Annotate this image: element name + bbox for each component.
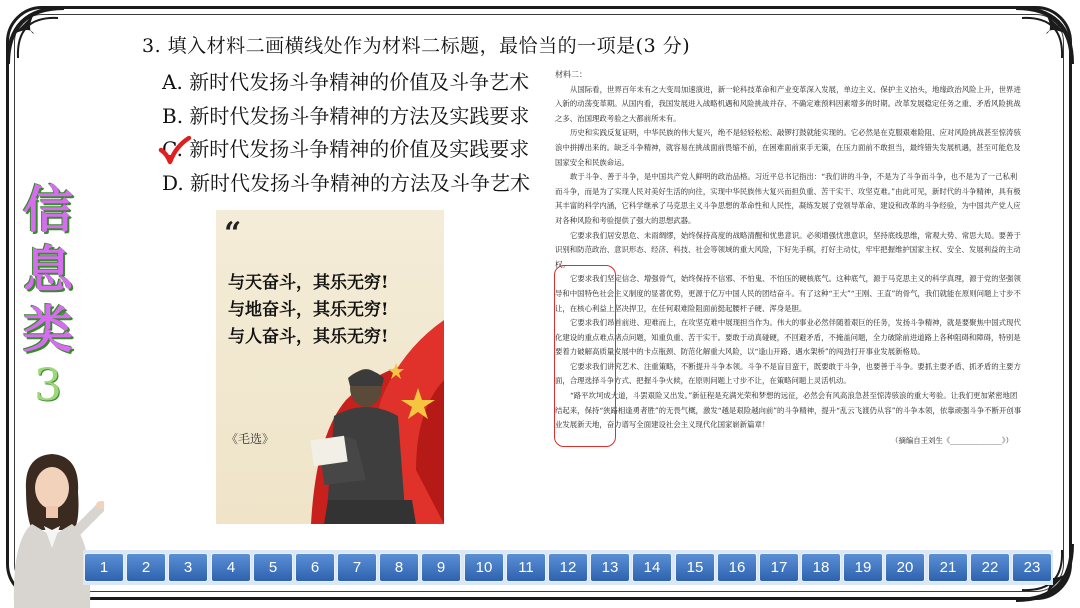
annotation-box (554, 265, 616, 447)
page-button-8[interactable]: 8 (379, 553, 419, 582)
page-button-21[interactable]: 21 (928, 553, 968, 582)
page-button-9[interactable]: 9 (421, 553, 461, 582)
passage-paragraph: 它要求我们讲究艺术、注重策略，不断提升斗争本领。斗争不是盲目蛮干，既要敢于斗争，也要善于斗争。要抓主要矛盾、抓矛盾的主要方面，合理选择斗争方式、把握斗争火候，在原则问题上寸步不让，在策略问题上灵活机动。 (555, 361, 1021, 386)
material-passage (555, 68, 1023, 448)
page-button-20[interactable]: 20 (885, 553, 925, 582)
page-button-2[interactable]: 2 (126, 553, 166, 582)
option-c[interactable]: C. 新时代发扬斗争精神的价值及实践要求 (162, 137, 530, 161)
passage-paragraph: 敢于斗争、善于斗争，是中国共产党人鲜明的政治品格。习近平总书记指出：“我们讲的斗争，不是为了斗争而斗争，也不是为了一己私利而斗争，而是为了实现人民对美好生活的向往，实现中华民族伟大复兴而担负重、苦干实干、攻坚克难。”由此可见，新时代的斗争精神，具有极其丰富的科学内涵，它科学继承了马克思主义斗争思想的革命性和人民性，凝练发展了党领导革命、建设和改革的斗争经验，为中国共产党人应对各种风险和考验提供了强大的思想武器。 (555, 172, 1021, 225)
side-title-char-1: 信 (23, 181, 73, 239)
poster-line-2: 与地奋斗，其乐无穷! (228, 300, 389, 320)
page-button-13[interactable]: 13 (590, 553, 630, 582)
option-b[interactable]: B. 新时代发扬斗争精神的方法及实践要求 (162, 104, 530, 128)
option-a[interactable]: A. 新时代发扬斗争精神的价值及斗争艺术 (162, 70, 530, 94)
poster-line-1: 与天奋斗，其乐无穷! (228, 273, 389, 293)
passage-paragraph: 从国际看，世界百年未有之大变局加速演进，新一轮科技革命和产业变革深入发展，单边主义、保护主义抬头，地缘政治风险上升，世界进入新的动荡变革期。从国内看，我国发展进入战略机遇和风险挑战并存、不确定难预料因素增多的时期。改革发展稳定任务之重、矛盾风险挑战之多、治国理政考验之大都前所未有。 (555, 84, 1021, 123)
option-d[interactable]: D. 新时代发扬斗争精神的方法及斗争艺术 (162, 171, 531, 195)
question-text: 3. 填入材料二画横线处作为材料二标题，最恰当的一项是(3 分) (142, 35, 691, 57)
page-button-5[interactable]: 5 (253, 553, 293, 582)
poster-line-3: 与人奋斗，其乐无穷! (228, 327, 389, 347)
poster-illustration (216, 210, 444, 524)
quote-poster (216, 210, 444, 524)
passage-paragraph: “路平坎坷成大道，斗罢艰险又出发。”新征程是充满光荣和梦想的远征，必然会有风高浪急甚至惊涛骇浪的重大考验。让我们更加紧密地团结起来，保持“狭路相逢勇者胜”的无畏气概，激发“越是艰险越向前”的斗争精神，提升“乱云飞渡仍从容”的斗争本领，依靠顽强斗争不断开创事业发展新天地，奋力谱写全面建设社会主义现代化国家崭新篇章！ (555, 391, 1022, 430)
page-button-6[interactable]: 6 (295, 553, 335, 582)
page-button-19[interactable]: 19 (843, 553, 883, 582)
page-button-15[interactable]: 15 (675, 553, 715, 582)
page-button-1[interactable]: 1 (84, 553, 124, 582)
page-button-3[interactable]: 3 (168, 553, 208, 582)
poster-source: 《毛选》 (226, 432, 275, 446)
checkmark-icon (158, 136, 192, 166)
corner-ornament-top-right (1006, 4, 1076, 74)
side-title-char-3: 类 (23, 301, 73, 359)
passage-paragraph: 它要求我们昂首前进、迎难而上，在攻坚克难中展现担当作为。伟大的事业必然伴随着艰巨的任务，发扬斗争精神，就是要聚焦中国式现代化建设的重点难点堵点问题，知重负重、苦干实干。要敢于动真碰硬，不回避矛盾，不掩盖问题，全力破除前进道路上各种阻碍和障碍，特别是要着力破解高质量发展中的卡点瓶颈、防范化解重大风险，以“逢山开路、遇水架桥”的闯劲打开事业发展新格局。 (555, 318, 1021, 357)
corner-ornament-top-left (4, 4, 74, 74)
page-button-4[interactable]: 4 (211, 553, 251, 582)
passage-paragraph: 它要求我们居安思危、未雨绸缪，始终保持高度的战略清醒和忧患意识。必须增强忧患意识，坚持底线思维，常观大势、常思大局。要善于识别和防范政治、意识形态、经济、科技、社会等领域的重大风险，下好先手棋，打好主动仗，牢牢把握维护国家主权、安全、发展利益的主动权。 (555, 230, 1021, 269)
page-button-11[interactable]: 11 (506, 553, 546, 582)
side-category-title (18, 180, 78, 411)
page-button-14[interactable]: 14 (632, 553, 672, 582)
page-button-22[interactable]: 22 (970, 553, 1010, 582)
poster-quote-mark: “ (224, 216, 242, 251)
page-button-17[interactable]: 17 (759, 553, 799, 582)
passage-paragraph: 它要求我们坚定信念、增强骨气，始终保持不信邪、不怕鬼、不怕压的硬核底气。这种底气，源于马克思主义的科学真理，源于党的坚强领导和中国特色社会主义制度的显著优势，更源于亿万中国人民的团结奋斗。有了这种“王大”“王刚、王直”的骨气，我们就能在原则问题上寸步不让，在核心利益上坚决捍卫，在任何艰难险阻面前挺起腰杆子硬、浑身是胆。 (555, 274, 1021, 313)
side-title-number: 3 (34, 360, 62, 411)
passage-title: 材料二： (555, 70, 587, 79)
page-button-7[interactable]: 7 (337, 553, 377, 582)
passage-credit: （摘编自王刘生《______________》） (891, 435, 1013, 445)
page-button-10[interactable]: 10 (464, 553, 504, 582)
page-button-16[interactable]: 16 (717, 553, 757, 582)
side-title-char-2: 息 (23, 241, 73, 299)
page-button-12[interactable]: 12 (548, 553, 588, 582)
page-button-23[interactable]: 23 (1012, 553, 1052, 582)
page-button-18[interactable]: 18 (801, 553, 841, 582)
passage-paragraph: 历史和实践反复证明，中华民族的伟大复兴，绝不是轻轻松松、敲锣打鼓就能实现的。它必然是在克服艰难险阻、应对风险挑战甚至惊涛骇浪中拼搏出来的。缺乏斗争精神，就容易在挑战面前畏缩不前，在困难面前束手无策，在压力面前不敢担当，最终错失发展机遇，甚至可能危及国家安全和民族命运。 (555, 128, 1021, 167)
